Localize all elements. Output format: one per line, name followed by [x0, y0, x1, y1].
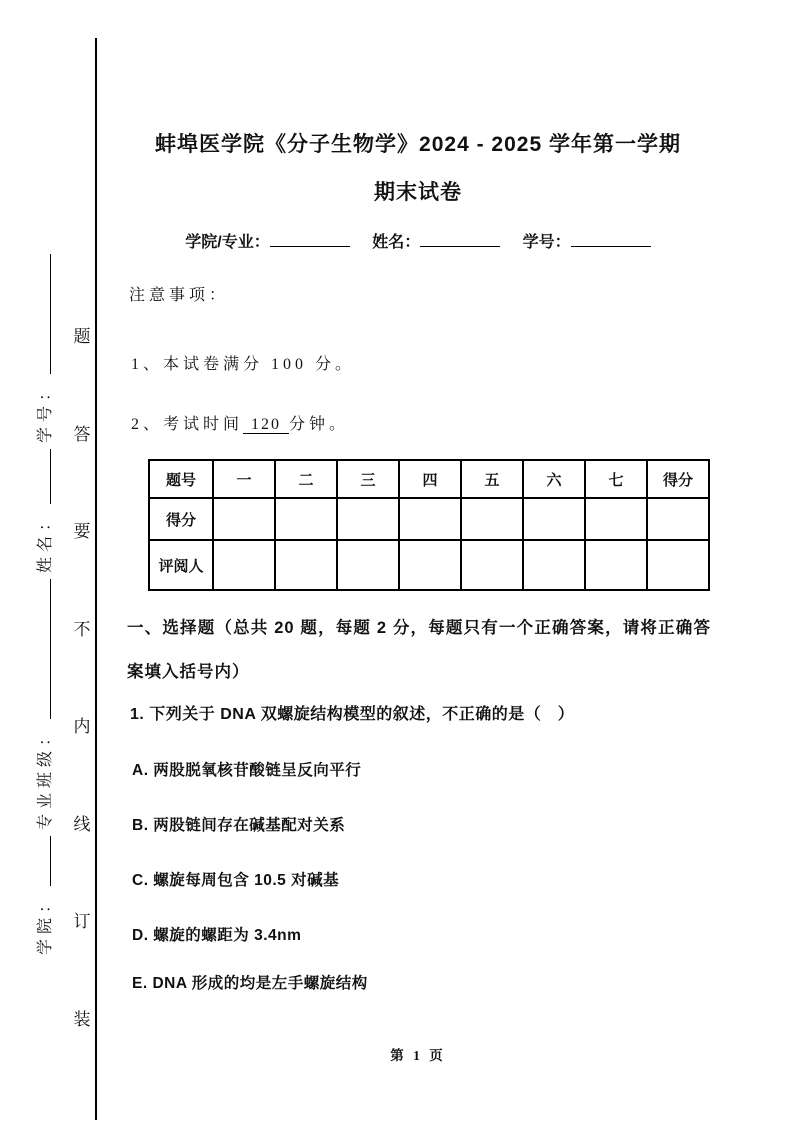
score-cell-empty — [275, 498, 337, 540]
question-1: 1. 下列关于 DNA 双螺旋结构模型的叙述，不正确的是（ ） — [130, 706, 575, 723]
score-cell-empty — [213, 498, 275, 540]
page-number: 第 1 页 — [390, 1048, 446, 1063]
score-summary-table — [148, 459, 710, 591]
college-blank-line — [35, 836, 52, 886]
notice-heading: 注意事项： — [129, 287, 230, 304]
binding-char: 装 — [73, 1009, 91, 1029]
question-1-option-d: D. 螺旋的螺距为 3.4nm — [132, 927, 302, 944]
binding-char: 订 — [73, 912, 91, 932]
college-rotated-label: 学院： — [36, 891, 54, 955]
question-1-option-a: A. 两股脱氧核苷酸链呈反向平行 — [132, 762, 362, 779]
student-id-blank-line — [35, 254, 52, 374]
score-table-header-cell: 五 — [461, 460, 523, 498]
reviewer-cell-empty — [461, 540, 523, 590]
notice-item-1: 1、本试卷满分 100 分。 — [131, 356, 356, 373]
major-class-rotated-label: 专业班级： — [36, 724, 54, 830]
student-id-field-blank — [571, 231, 651, 247]
question-1-option-c: C. 螺旋每周包含 10.5 对碱基 — [132, 872, 340, 889]
reviewer-row-label: 评阅人 — [149, 540, 213, 590]
section1-heading: 一、选择题（总共 20 题，每题 2 分，每题只有一个正确答案，请将正确答案填入括号内） — [127, 619, 711, 681]
reviewer-cell-empty — [399, 540, 461, 590]
score-cell-empty — [585, 498, 647, 540]
reviewer-cell-empty — [647, 540, 709, 590]
name-blank-line — [35, 449, 52, 504]
score-cell-empty — [647, 498, 709, 540]
college-field-blank — [270, 231, 350, 247]
exam-page-content — [125, 0, 711, 1122]
binding-char: 内 — [73, 717, 91, 737]
name-rotated-label: 姓名： — [36, 509, 54, 573]
score-table-header-cell: 得分 — [647, 460, 709, 498]
score-cell-empty — [523, 498, 585, 540]
score-table-header-cell: 二 — [275, 460, 337, 498]
score-table-header-cell: 三 — [337, 460, 399, 498]
question-1-option-b: B. 两股链间存在碱基配对关系 — [132, 817, 346, 834]
binding-char: 线 — [73, 814, 91, 834]
student-id-rotated-label: 学号： — [36, 379, 54, 443]
student-id-field — [523, 229, 651, 252]
student-fields-row — [125, 229, 711, 252]
score-table-header-cell: 四 — [399, 460, 461, 498]
reviewer-cell-empty — [213, 540, 275, 590]
name-field — [372, 229, 500, 252]
notice-item-2-suffix: 分钟。 — [289, 416, 350, 433]
score-row — [149, 498, 709, 540]
major-class-blank-line — [35, 579, 52, 719]
reviewer-cell-empty — [523, 540, 585, 590]
student-id-field-label: 学号： — [522, 234, 571, 251]
reviewer-cell-empty — [585, 540, 647, 590]
notice-item-2 — [131, 411, 717, 434]
binding-phrase-vertical — [70, 322, 94, 1030]
binding-char: 要 — [73, 522, 91, 542]
binding-char: 题 — [73, 327, 91, 346]
score-table-header-cell: 六 — [523, 460, 585, 498]
binding-divider-line — [95, 38, 97, 1120]
score-row-label: 得分 — [149, 498, 213, 540]
score-table-header-cell: 题号 — [149, 460, 213, 498]
college-field-label: 学院/专业： — [185, 234, 270, 251]
exam-duration-value: 120 — [243, 416, 289, 434]
question-1-option-e: E. DNA 形成的均是左手螺旋结构 — [132, 975, 368, 992]
exam-title-line2: 期末试卷 — [374, 181, 462, 204]
reviewer-cell-empty — [275, 540, 337, 590]
exam-title-line1: 蚌埠医学院《分子生物学》2024 - 2025 学年第一学期 — [155, 133, 681, 156]
score-cell-empty — [399, 498, 461, 540]
score-cell-empty — [461, 498, 523, 540]
score-table-header-cell: 一 — [213, 460, 275, 498]
binding-char: 答 — [73, 424, 91, 444]
notice-item-2-prefix: 2、考试时间 — [131, 416, 244, 433]
binding-char: 不 — [73, 619, 91, 639]
score-table-header-cell: 七 — [585, 460, 647, 498]
reviewer-cell-empty — [337, 540, 399, 590]
name-field-blank — [420, 231, 500, 247]
score-cell-empty — [337, 498, 399, 540]
reviewer-row — [149, 540, 709, 590]
college-field — [185, 229, 349, 252]
score-table-header-row — [149, 460, 709, 498]
student-info-rotated-labels — [20, 130, 66, 955]
name-field-label: 姓名： — [372, 234, 421, 251]
